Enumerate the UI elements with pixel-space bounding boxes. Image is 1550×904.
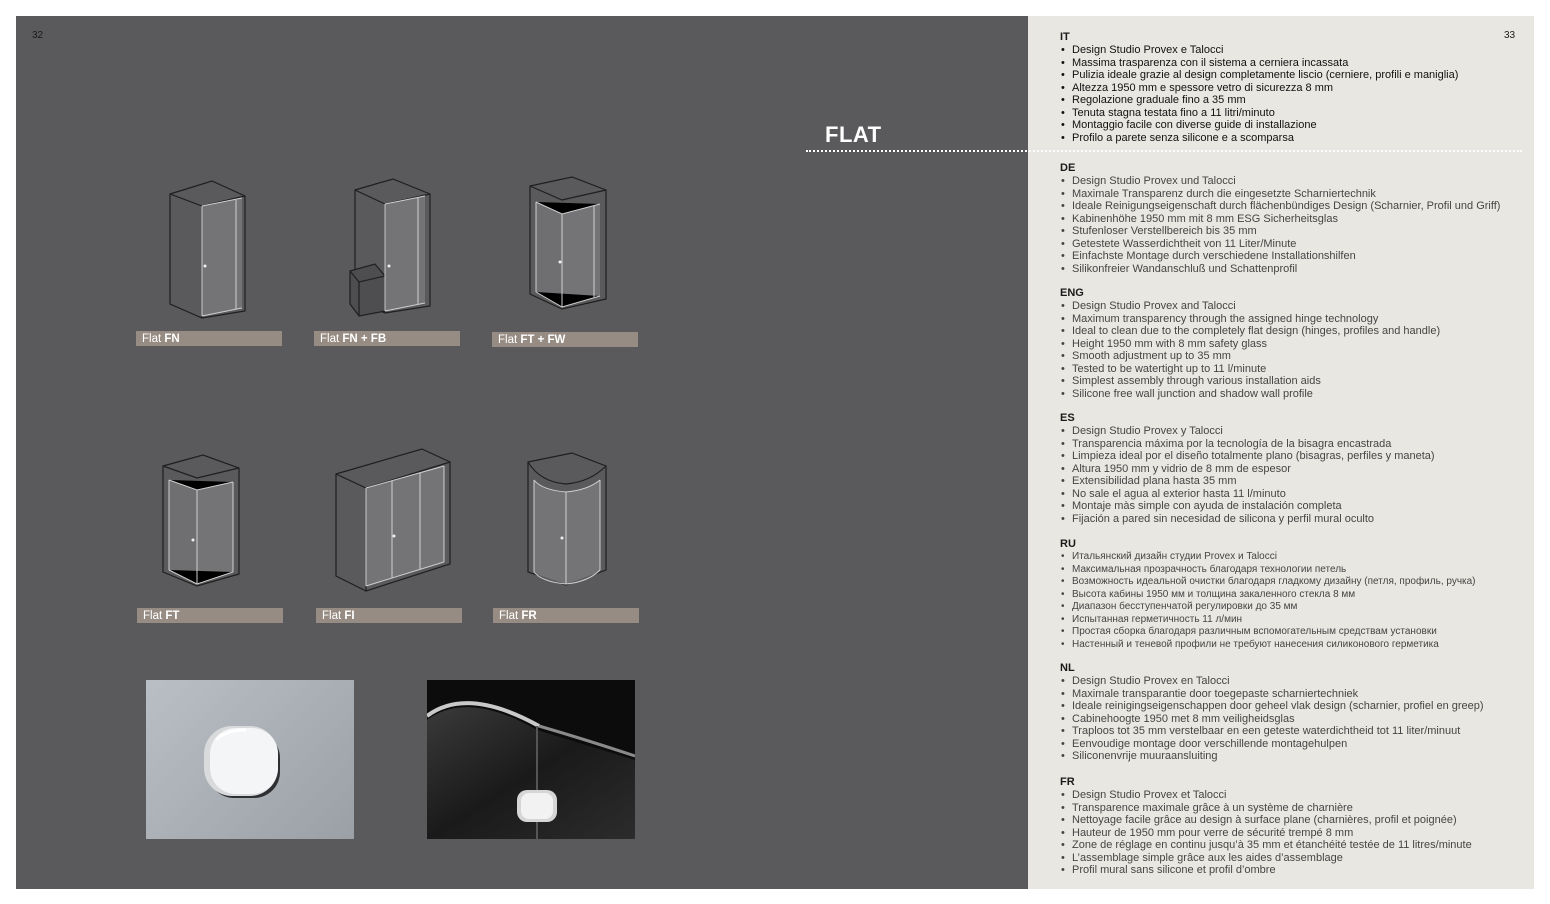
- lang-block-de: [1060, 161, 1500, 275]
- lang-block-nl: [1060, 661, 1484, 763]
- feature-item: • Transparence maximale grâce à un système de charnière: [1060, 802, 1472, 815]
- feature-item: • No sale el agua al exterior hasta 11 l/minuto: [1060, 488, 1435, 501]
- feature-item: • Extensibilidad plana hasta 35 mm: [1060, 475, 1435, 488]
- product-label-fn: [136, 331, 282, 346]
- feature-item: • Transparencia máxima por la tecnología de la bisagra encastrada: [1060, 438, 1435, 451]
- feature-item: • Диапазон бесступенчатой регулировки до 35 мм: [1060, 601, 1476, 614]
- product-drawing-fr: [520, 450, 615, 595]
- feature-item: • Ideal to clean due to the completely flat design (hinges, profiles and handle): [1060, 325, 1440, 338]
- feature-item: • Hauteur de 1950 mm pour verre de sécurité trempé 8 mm: [1060, 827, 1472, 840]
- page-number-left: 32: [32, 30, 44, 41]
- feature-item: • Ideale reinigingseigenschappen door geheel vlak design (scharnier, profiel en greep): [1060, 700, 1484, 713]
- product-label-fi: [316, 608, 462, 623]
- feature-item: • Испытанная герметичность 11 л/мин: [1060, 614, 1476, 627]
- feature-item: • Getestete Wasserdichtheit von 11 Liter/Minute: [1060, 238, 1500, 251]
- feature-item: • Возможность идеальной очистки благодаря гладкому дизайну (петля, профиль, ручка): [1060, 576, 1476, 589]
- feature-list: [1060, 175, 1500, 275]
- feature-item: • Design Studio Provex and Talocci: [1060, 300, 1440, 313]
- feature-item: • Tenuta stagna testata fino a 11 litri/minuto: [1060, 107, 1458, 120]
- feature-item: • Regolazione graduale fino a 35 mm: [1060, 94, 1458, 107]
- lang-code: ENG: [1060, 287, 1084, 299]
- feature-item: • Простая сборка благодаря различным вспомогательным средствам установки: [1060, 626, 1476, 639]
- product-label-code: FN + FB: [342, 333, 387, 345]
- feature-item: • Eenvoudige montage door verschillende montagehulpen: [1060, 738, 1484, 751]
- lang-block-fr: [1060, 775, 1472, 877]
- feature-item: • Silikonfreier Wandanschluß und Schattenprofil: [1060, 263, 1500, 276]
- lang-block-ru: [1060, 537, 1476, 651]
- feature-item: • Smooth adjustment up to 35 mm: [1060, 350, 1440, 363]
- lang-code: IT: [1060, 31, 1070, 43]
- product-label-code: FR: [521, 610, 537, 622]
- feature-item: • Massima trasparenza con il sistema a cerniera incassata: [1060, 57, 1458, 70]
- product-label-fn-fb: [314, 331, 460, 346]
- feature-item: • Tested to be watertight up to 11 l/minute: [1060, 363, 1440, 376]
- feature-item: • Design Studio Provex en Talocci: [1060, 675, 1484, 688]
- feature-item: • Максимальная прозрачность благодаря технологии петель: [1060, 564, 1476, 577]
- feature-item: • Design Studio Provex und Talocci: [1060, 175, 1500, 188]
- feature-item: • L’assemblage simple grâce aux les aides d’assemblage: [1060, 852, 1472, 865]
- glass-door-detail-photo: [427, 680, 635, 839]
- lang-block-es: [1060, 411, 1435, 525]
- product-drawing-fn-fb: [345, 176, 440, 321]
- feature-item: • Design Studio Provex e Talocci: [1060, 44, 1458, 57]
- feature-list: [1060, 789, 1472, 877]
- feature-item: • Nettoyage facile grâce au design à surface plane (charnières, profil et poignée): [1060, 814, 1472, 827]
- feature-item: • Altezza 1950 mm e spessore vetro di sicurezza 8 mm: [1060, 82, 1458, 95]
- feature-list: [1060, 425, 1435, 525]
- page-number-right: 33: [1504, 30, 1516, 41]
- feature-list: [1060, 675, 1484, 763]
- page-title: FLAT: [825, 122, 882, 147]
- feature-list: [1060, 44, 1458, 144]
- product-label-prefix: Flat: [499, 610, 522, 622]
- product-label-prefix: Flat: [142, 333, 165, 345]
- lang-code: FR: [1060, 776, 1075, 788]
- handle-detail-photo: [146, 680, 354, 839]
- feature-item: • Maximale Transparenz durch die eingesetzte Scharniertechnik: [1060, 188, 1500, 201]
- feature-item: • Настенный и теневой профили не требуют нанесения силиконового герметика: [1060, 639, 1476, 652]
- feature-item: • Design Studio Provex y Talocci: [1060, 425, 1435, 438]
- product-label-ft: [137, 608, 283, 623]
- feature-item: • Ideale Reinigungseigenschaft durch flächenbündiges Design (Scharnier, Profil und Griff): [1060, 200, 1500, 213]
- product-drawing-ft: [155, 452, 250, 597]
- feature-item: • Profil mural sans silicone et profil d’ombre: [1060, 864, 1472, 877]
- lang-code: RU: [1060, 538, 1076, 550]
- product-label-ft-fw: [492, 332, 638, 347]
- feature-item: • Altura 1950 mm y vidrio de 8 mm de espesor: [1060, 463, 1435, 476]
- feature-item: • Итальянский дизайн студии Provex и Talocci: [1060, 551, 1476, 564]
- product-label-code: FT + FW: [520, 334, 566, 346]
- feature-item: • Montaggio facile con diverse guide di installazione: [1060, 119, 1458, 132]
- feature-item: • Silicone free wall junction and shadow wall profile: [1060, 388, 1440, 401]
- feature-list: [1060, 300, 1440, 400]
- feature-list: [1060, 551, 1476, 651]
- product-label-code: FI: [344, 610, 355, 622]
- feature-item: • Design Studio Provex et Talocci: [1060, 789, 1472, 802]
- feature-item: • Einfachste Montage durch verschiedene Installationshilfen: [1060, 250, 1500, 263]
- feature-item: • Maximale transparantie door toegepaste scharniertechniek: [1060, 688, 1484, 701]
- feature-item: • Pulizia ideale grazie al design completamente liscio (cerniere, profili e maniglia): [1060, 69, 1458, 82]
- feature-item: • Fijación a pared sin necesidad de silicona y perfil mural oculto: [1060, 513, 1435, 526]
- feature-item: • Kabinenhöhe 1950 mm mit 8 mm ESG Sicherheitsglas: [1060, 213, 1500, 226]
- product-label-prefix: Flat: [322, 610, 345, 622]
- feature-item: • Maximum transparency through the assigned hinge technology: [1060, 313, 1440, 326]
- product-label-code: FN: [164, 333, 180, 345]
- feature-item: • Stufenloser Verstellbereich bis 35 mm: [1060, 225, 1500, 238]
- feature-item: • Zone de réglage en continu jusqu’à 35 mm et étanchéité testée de 11 litres/minute: [1060, 839, 1472, 852]
- feature-item: • Cabinehoogte 1950 met 8 mm veiligheidsglas: [1060, 713, 1484, 726]
- feature-item: • Limpieza ideal por el diseño totalmente plano (bisagras, perfiles y maneta): [1060, 450, 1435, 463]
- feature-item: • Siliconenvrije muuraansluiting: [1060, 750, 1484, 763]
- feature-item: • Traploos tot 35 mm verstelbaar en een geteste waterdichtheid tot 11 liter/minuut: [1060, 725, 1484, 738]
- lang-code: DE: [1060, 162, 1076, 174]
- title-divider: [806, 150, 1522, 152]
- lang-block-it: [1060, 30, 1458, 144]
- product-drawing-fi: [330, 446, 455, 598]
- product-label-prefix: Flat: [320, 333, 343, 345]
- lang-code: ES: [1060, 412, 1075, 424]
- lang-code: NL: [1060, 662, 1075, 674]
- feature-item: • Height 1950 mm with 8 mm safety glass: [1060, 338, 1440, 351]
- product-drawing-fn: [160, 176, 255, 321]
- feature-item: • Высота кабины 1950 мм и толщина закаленного стекла 8 мм: [1060, 589, 1476, 602]
- product-label-fr: [493, 608, 639, 623]
- product-label-prefix: Flat: [143, 610, 166, 622]
- product-drawing-ft-fw: [522, 174, 617, 319]
- product-label-prefix: Flat: [498, 334, 521, 346]
- feature-item: • Profilo a parete senza silicone e a scomparsa: [1060, 132, 1458, 145]
- feature-item: • Simplest assembly through various installation aids: [1060, 375, 1440, 388]
- product-label-code: FT: [165, 610, 180, 622]
- lang-block-eng: [1060, 286, 1440, 400]
- feature-item: • Montaje màs simple con ayuda de instalación completa: [1060, 500, 1435, 513]
